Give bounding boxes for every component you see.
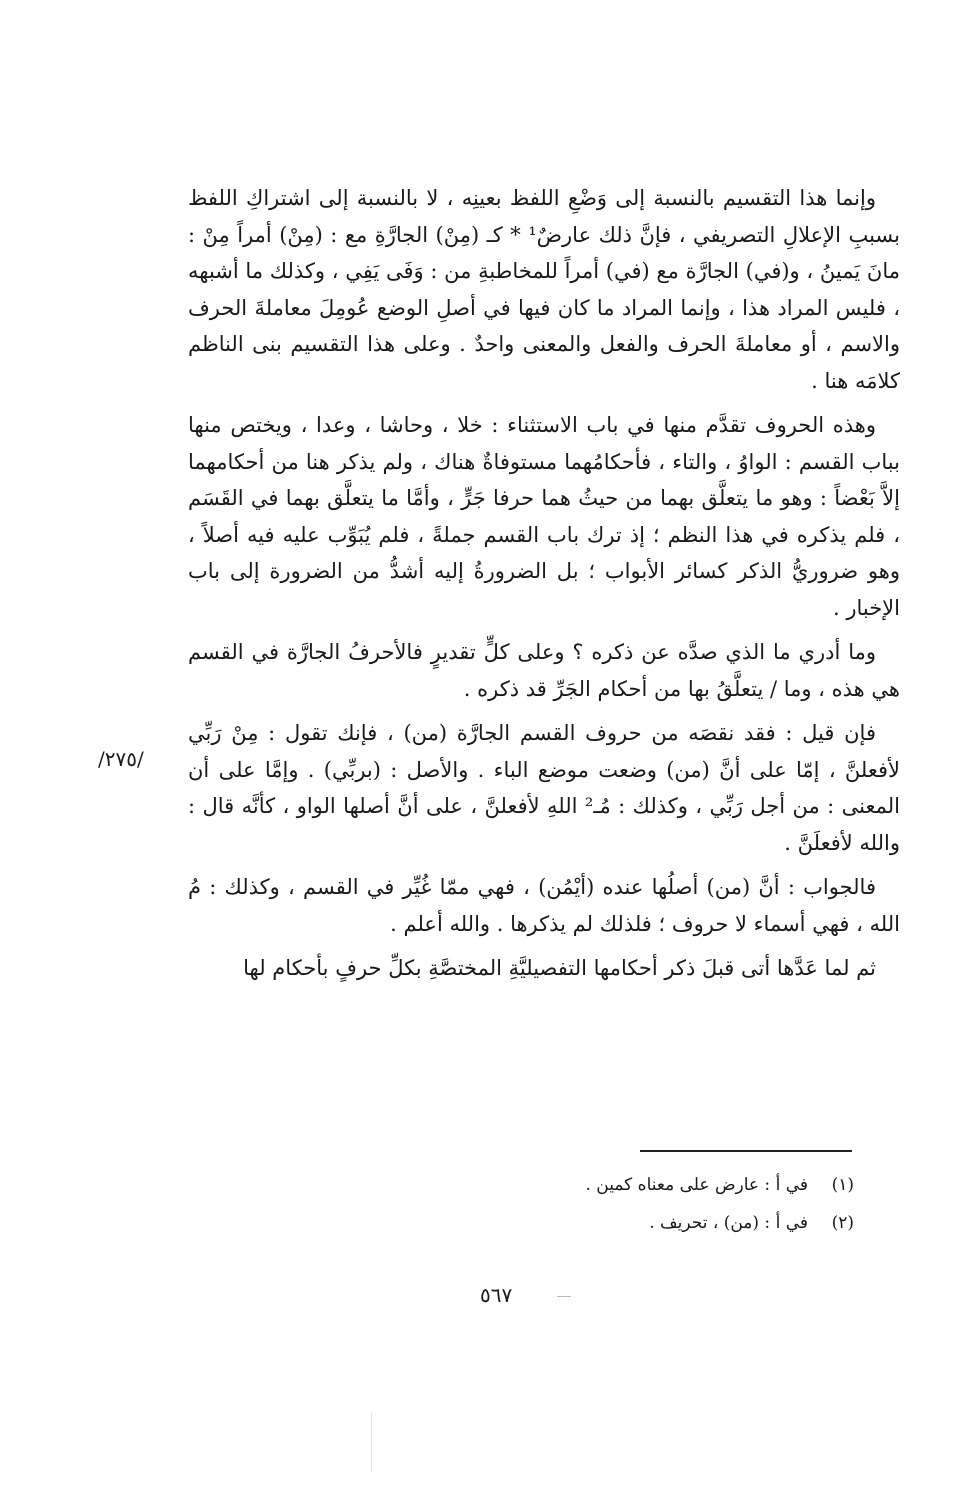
paragraph-4: فإن قيل : فقد نقصَه من حروف القسم الجارَّة (من) ، فإنك تقول : مِنْ رَبِّي لأفعلنَّ ، إمّا على أنَّ (من) وضعت موضع الباء . والأصل : (بربِّي) . وإمَّا على أن المعنى : من أجل رَبِّي ، وكذلك : مُـ² اللهِ لأفعلنَّ ، على أنَّ أصلها الواو ، كأنَّه قال : والله لأفعلَنَّ .	[188, 721, 901, 855]
scan-dash-mark	[557, 1296, 571, 1297]
manuscript-folio-marker: /٢٧٥/	[98, 747, 144, 771]
paragraph-2: وهذه الحروف تقدَّم منها في باب الاستثناء : خلا ، وحاشا ، وعدا ، ويختص منها بباب القسم : الواوُ ، والتاء ، فأحكامُهما مستوفاةٌ هناك ، ولم يذكر هنا من أحكامهما إلاَّ بَعْضاً : وهو ما يتعلَّق بهما من حيثُ هما حرفا جَرٍّ ، وأمَّا ما يتعلَّق بهما في القَسَم ، فلم يذكره في هذا النظم ؛ إذ ترك باب القسم جملةً ، فلم يُبَوِّب عليه فيه أصلاً ، وهو ضروريُّ الذكر كسائر الأبواب ؛ بل الضرورةُ إليه أشدُّ من الضرورة إلى باب الإخبار .	[188, 413, 900, 620]
footnote-2	[300, 1204, 854, 1242]
scan-edge-line	[371, 1412, 372, 1472]
footnote-text: في أ : عارض على معناه كمين .	[585, 1175, 808, 1195]
footnote-number: (١)	[831, 1175, 854, 1195]
paragraph-5: فالجواب : أنَّ (من) أصلُها عنده (أيْمُن) ، فهي ممّا غُيِّر في القسم ، وكذلك : مُ الله ، فهي أسماء لا حروف ؛ فلذلك لم يذكرها . والله أعلم .	[188, 875, 900, 936]
footnote-number: (٢)	[831, 1213, 854, 1233]
footnote-text: في أ : (من) ، تحريف .	[649, 1213, 808, 1233]
footnote-1	[300, 1166, 854, 1204]
main-text	[188, 180, 900, 995]
paragraph-6: ثم لما عَدَّها أتى قبلَ ذكر أحكامها التفصيليَّةِ المختصَّةِ بكلِّ حرفٍ بأحكام لها	[243, 956, 876, 980]
paragraph-3: وما أدري ما الذي صدَّه عن ذكره ؟ وعلى كلٍّ تقديرٍ فالأحرفُ الجارَّة في القسم هي هذه ، وما / يتعلَّقُ بها من أحكام الجَرِّ قد ذكره .	[188, 640, 900, 701]
paragraph-1: وإنما هذا التقسيم بالنسبة إلى وَضْعِ اللفظ بعينِه ، لا بالنسبة إلى اشتراكِ اللفظ بسببِ الإعلالِ التصريفي ، فإنَّ ذلك عارضٌ¹ * كـ (مِنْ) الجارَّةِ مع : (مِنْ) أمراً مِنْ : مانَ يَمينُ ، و(في) الجارَّة مع (في) أمراً للمخاطبةِ من : وَفَى يَفِي ، وكذلك ما أشبهه ، فليس المراد هذا ، وإنما المراد ما كان فيها في أصلِ الوضع عُومِلَ معاملةَ الحرف والاسم ، أو معاملةَ الحرف والفعل والمعنى واحدٌ . وعلى هذا التقسيم بنى الناظم كلامَه هنا .	[188, 186, 900, 393]
footnotes	[300, 1166, 854, 1242]
page-number: ٥٦٧	[480, 1283, 513, 1307]
footnote-divider	[640, 1150, 852, 1152]
